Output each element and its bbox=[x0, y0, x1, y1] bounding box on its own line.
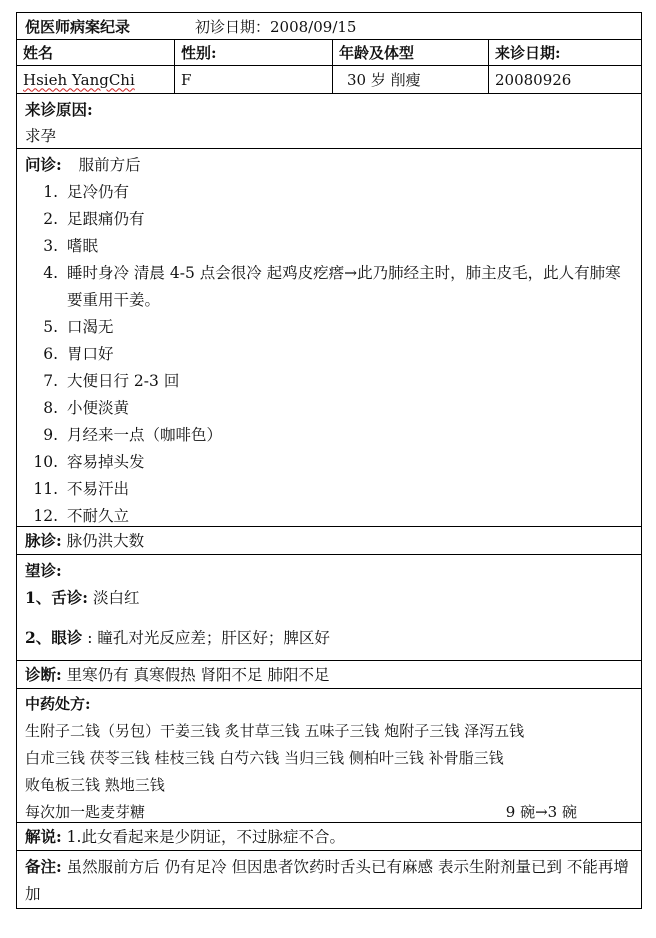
pulse-section bbox=[16, 527, 642, 555]
herb-line: 生附子二钱（另包）干姜三钱 炙甘草三钱 五味子三钱 炮附子三钱 泽泻五钱 bbox=[25, 722, 525, 740]
eye-text: : 瞳孔对光反应差；肝区好；脾区好 bbox=[87, 629, 330, 647]
pulse-label: 脉诊: bbox=[25, 531, 62, 550]
list-item: 5. 口渴无 bbox=[63, 314, 633, 341]
reason-label: 来诊原因: bbox=[25, 100, 93, 119]
tongue-line bbox=[25, 584, 633, 612]
inspection-label: 望诊: bbox=[25, 561, 62, 580]
explanation-text: 1.此女看起来是少阴证，不过脉症不合。 bbox=[66, 828, 345, 846]
herb-line: 白朮三钱 茯苓三钱 桂枝三钱 白芍六钱 当归三钱 侧柏叶三钱 补骨脂三钱 bbox=[25, 749, 504, 767]
explanation-label: 解说: bbox=[25, 827, 62, 846]
age-header: 年龄及体型 bbox=[333, 40, 489, 65]
info-value-row bbox=[16, 66, 642, 94]
remarks-text: 虽然服前方后 仍有足冷 但因患者饮药时舌头已有麻感 表示生附剂量已到 不能再增加 bbox=[25, 858, 629, 903]
list-item: 6. 胃口好 bbox=[63, 341, 633, 368]
list-item: 3. 嗜眠 bbox=[63, 233, 633, 260]
eye-line bbox=[25, 624, 633, 652]
patient-name-cell bbox=[17, 66, 175, 93]
pulse-text: 脉仍洪大数 bbox=[66, 532, 145, 550]
patient-sex: F bbox=[175, 66, 333, 93]
eye-label: 2、眼诊 bbox=[25, 628, 83, 647]
list-item: 11. 不易汗出 bbox=[63, 476, 633, 503]
list-item: 7. 大便日行 2-3 回 bbox=[63, 368, 633, 395]
list-item: 4. 睡时身冷 清晨 4-5 点会很冷 起鸡皮疙瘩→此乃肺经主时，肺主皮毛，此人有肺寒要重用干姜。 bbox=[63, 260, 633, 314]
title-row bbox=[16, 12, 642, 40]
list-item: 2. 足跟痛仍有 bbox=[63, 206, 633, 233]
patient-name: Hsieh YangChi bbox=[23, 70, 135, 89]
prescription-label: 中药处方: bbox=[25, 695, 91, 713]
record-title: 倪医师病案纪录 bbox=[25, 17, 131, 36]
prescription-note-line bbox=[25, 799, 633, 826]
patient-age: 30 岁 削瘦 bbox=[333, 66, 489, 93]
dosage-note: 9 碗→3 碗 bbox=[505, 803, 577, 821]
inspection-section bbox=[16, 555, 642, 661]
inquiry-heading bbox=[25, 151, 633, 179]
list-item: 1. 足冷仍有 bbox=[63, 179, 633, 206]
diagnosis-label: 诊断: bbox=[25, 665, 62, 684]
list-item: 8. 小便淡黄 bbox=[63, 395, 633, 422]
diagnosis-section bbox=[16, 661, 642, 689]
inquiry-label: 问诊: bbox=[25, 155, 62, 174]
case-record-sheet bbox=[16, 12, 642, 909]
tongue-label: 1、舌诊: bbox=[25, 588, 89, 607]
name-header: 姓名 bbox=[17, 40, 175, 65]
reason-text: 求孕 bbox=[25, 127, 57, 145]
prescription-section bbox=[16, 689, 642, 823]
remarks-label: 备注: bbox=[25, 857, 62, 876]
remarks-section bbox=[16, 851, 642, 909]
diagnosis-text: 里寒仍有 真寒假热 肾阳不足 肺阳不足 bbox=[66, 666, 330, 684]
symptom-list bbox=[25, 179, 633, 530]
list-item: 9. 月经来一点（咖啡色） bbox=[63, 422, 633, 449]
inquiry-section bbox=[16, 149, 642, 527]
inquiry-note: 服前方后 bbox=[78, 156, 141, 174]
list-item: 10. 容易掉头发 bbox=[63, 449, 633, 476]
prescription-note: 每次加一匙麦芽糖 bbox=[25, 803, 146, 821]
explanation-section bbox=[16, 823, 642, 851]
tongue-text: 淡白红 bbox=[92, 589, 140, 607]
herb-line: 败龟板三钱 熟地三钱 bbox=[25, 776, 165, 794]
visit-date-header: 来诊日期: bbox=[495, 44, 561, 62]
sex-header: 性别: bbox=[175, 40, 333, 65]
visit-date: 20080926 bbox=[495, 70, 572, 89]
info-header-row bbox=[16, 40, 642, 66]
first-visit-date: 初诊日期：2008/09/15 bbox=[195, 17, 357, 36]
reason-section bbox=[16, 94, 642, 149]
list-item: 12. 不耐久立 bbox=[63, 503, 633, 530]
